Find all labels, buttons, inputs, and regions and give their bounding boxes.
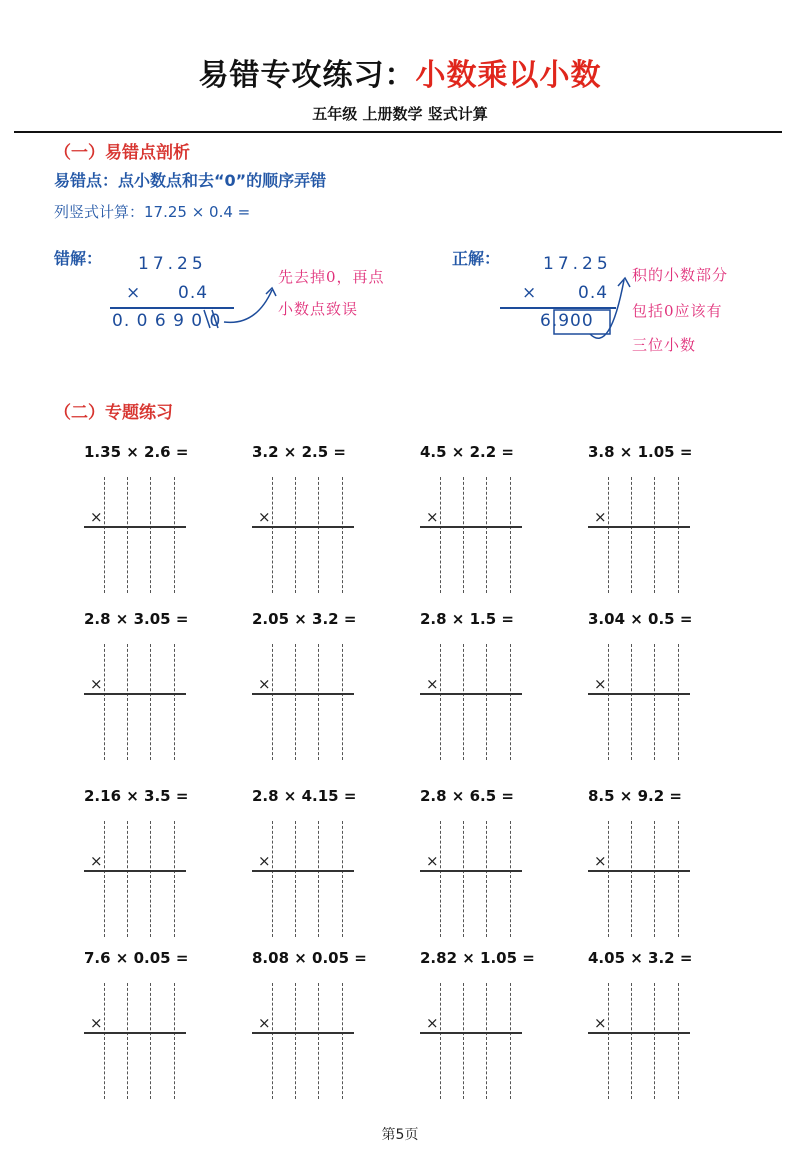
problem-expression: 4.05 × 3.2 =: [588, 949, 693, 967]
answer-line: [252, 1032, 354, 1034]
dashed-column-guide: [654, 983, 655, 1099]
dashed-column-guide: [608, 821, 609, 937]
problem-expression: 1.35 × 2.6 =: [84, 443, 189, 461]
answer-line: [420, 1032, 522, 1034]
problem-expression: 2.8 × 1.5 =: [420, 610, 514, 628]
wrong-label: 错解：: [54, 249, 103, 268]
practice-problem: [420, 443, 560, 593]
answer-line: [252, 870, 354, 872]
practice-problem: [420, 949, 560, 1099]
dashed-column-guide: [678, 477, 679, 593]
problem-expression: 2.8 × 4.15 =: [252, 787, 357, 805]
problem-expression: 2.16 × 3.5 =: [84, 787, 189, 805]
page-subtitle: 五年级 上册数学 竖式计算: [312, 105, 488, 123]
right-multiplier: 0.4: [578, 283, 609, 303]
wrong-multiplier: 0.4: [178, 283, 209, 303]
section2-heading: （二）专题练习: [54, 403, 173, 423]
dashed-column-guide: [440, 983, 441, 1099]
wrong-note-line1: 先去掉0，再点: [278, 268, 385, 286]
page-number: 第5页: [381, 1127, 419, 1143]
dashed-column-guide: [678, 644, 679, 760]
dashed-column-guide: [631, 644, 632, 760]
practice-problem: [420, 787, 560, 937]
practice-problem: [588, 610, 728, 760]
problem-expression: 2.05 × 3.2 =: [252, 610, 357, 628]
right-note-line2: 包括0应该有: [632, 302, 723, 320]
dashed-column-guide: [678, 821, 679, 937]
times-sign: ×: [258, 1014, 271, 1032]
practice-problem: [420, 610, 560, 760]
dashed-column-guide: [631, 477, 632, 593]
right-multiplicand: 17.25: [543, 254, 612, 274]
dashed-column-guide: [295, 644, 296, 760]
times-sign: ×: [594, 852, 607, 870]
times-sign: ×: [90, 675, 103, 693]
dashed-column-guide: [174, 983, 175, 1099]
problem-expression: 3.8 × 1.05 =: [588, 443, 693, 461]
dashed-column-guide: [631, 983, 632, 1099]
dashed-column-guide: [127, 821, 128, 937]
practice-problem: [252, 443, 392, 593]
practice-problem: [84, 443, 224, 593]
dashed-column-guide: [295, 477, 296, 593]
problem-expression: 3.2 × 2.5 =: [252, 443, 346, 461]
dashed-column-guide: [104, 983, 105, 1099]
dashed-column-guide: [440, 821, 441, 937]
right-label: 正解：: [452, 249, 501, 268]
dashed-column-guide: [104, 477, 105, 593]
header-divider: [14, 131, 782, 133]
answer-line: [588, 1032, 690, 1034]
wrong-times: ×: [126, 283, 145, 303]
section1-heading: （一）易错点剖析: [54, 143, 190, 163]
right-box-arrow: [550, 258, 640, 348]
wrong-result: 0. 0 6 9 0 0: [112, 311, 222, 331]
answer-line: [420, 870, 522, 872]
practice-problem: [252, 610, 392, 760]
times-sign: ×: [426, 1014, 439, 1032]
answer-line: [84, 1032, 186, 1034]
dashed-column-guide: [608, 477, 609, 593]
dashed-column-guide: [342, 821, 343, 937]
dashed-column-guide: [272, 644, 273, 760]
problem-expression: 4.5 × 2.2 =: [420, 443, 514, 461]
answer-line: [588, 693, 690, 695]
times-sign: ×: [258, 508, 271, 526]
times-sign: ×: [426, 852, 439, 870]
dashed-column-guide: [654, 821, 655, 937]
dashed-column-guide: [150, 644, 151, 760]
dashed-column-guide: [463, 644, 464, 760]
title-highlight: 小数乘以小数: [415, 58, 602, 93]
answer-line: [420, 526, 522, 528]
dashed-column-guide: [608, 644, 609, 760]
dashed-column-guide: [127, 983, 128, 1099]
dashed-column-guide: [654, 477, 655, 593]
dashed-column-guide: [486, 644, 487, 760]
dashed-column-guide: [150, 983, 151, 1099]
dashed-column-guide: [510, 477, 511, 593]
times-sign: ×: [594, 675, 607, 693]
problem-expression: 2.8 × 3.05 =: [84, 610, 189, 628]
dashed-column-guide: [318, 821, 319, 937]
dashed-column-guide: [463, 821, 464, 937]
title-prefix: 易错专攻练习：: [198, 58, 416, 93]
dashed-column-guide: [654, 644, 655, 760]
problem-expression: 3.04 × 0.5 =: [588, 610, 693, 628]
times-sign: ×: [426, 508, 439, 526]
dashed-column-guide: [127, 644, 128, 760]
dashed-column-guide: [104, 644, 105, 760]
dashed-column-guide: [463, 983, 464, 1099]
dashed-column-guide: [342, 983, 343, 1099]
error-point-text: 易错点：点小数点和去“0”的顺序弄错: [54, 171, 327, 190]
dashed-column-guide: [342, 477, 343, 593]
problem-expression: 8.5 × 9.2 =: [588, 787, 682, 805]
problem-expression: 2.8 × 6.5 =: [420, 787, 514, 805]
practice-problem: [588, 443, 728, 593]
times-sign: ×: [90, 1014, 103, 1032]
dashed-column-guide: [440, 644, 441, 760]
times-sign: ×: [90, 508, 103, 526]
dashed-column-guide: [510, 983, 511, 1099]
dashed-column-guide: [510, 644, 511, 760]
dashed-column-guide: [486, 983, 487, 1099]
dashed-column-guide: [272, 821, 273, 937]
dashed-column-guide: [631, 821, 632, 937]
answer-line: [588, 870, 690, 872]
right-times: ×: [522, 283, 541, 303]
dashed-column-guide: [104, 821, 105, 937]
practice-problem: [252, 949, 392, 1099]
dashed-column-guide: [318, 644, 319, 760]
times-sign: ×: [594, 508, 607, 526]
right-note-line3: 三位小数: [632, 336, 697, 354]
dashed-column-guide: [510, 821, 511, 937]
dashed-column-guide: [486, 477, 487, 593]
wrong-multiplicand: 17.25: [138, 254, 207, 274]
answer-line: [252, 526, 354, 528]
dashed-column-guide: [174, 477, 175, 593]
practice-problem: [252, 787, 392, 937]
practice-problem: [84, 787, 224, 937]
dashed-column-guide: [150, 821, 151, 937]
answer-line: [588, 526, 690, 528]
dashed-column-guide: [486, 821, 487, 937]
dashed-column-guide: [342, 644, 343, 760]
practice-problem: [588, 949, 728, 1099]
dashed-column-guide: [318, 477, 319, 593]
times-sign: ×: [594, 1014, 607, 1032]
times-sign: ×: [258, 852, 271, 870]
problem-expression: 8.08 × 0.05 =: [252, 949, 367, 967]
dashed-column-guide: [295, 821, 296, 937]
answer-line: [420, 693, 522, 695]
right-result: 6.900: [540, 311, 594, 331]
dashed-column-guide: [678, 983, 679, 1099]
right-note-line1: 积的小数部分: [632, 266, 729, 284]
dashed-column-guide: [440, 477, 441, 593]
practice-problem: [588, 787, 728, 937]
calc-task-text: 列竖式计算：17.25 × 0.4 =: [54, 203, 251, 221]
answer-line: [252, 693, 354, 695]
dashed-column-guide: [272, 983, 273, 1099]
times-sign: ×: [426, 675, 439, 693]
dashed-column-guide: [174, 644, 175, 760]
dashed-column-guide: [127, 477, 128, 593]
answer-line: [84, 870, 186, 872]
answer-line: [84, 526, 186, 528]
dashed-column-guide: [174, 821, 175, 937]
page-title: [0, 50, 800, 94]
times-sign: ×: [258, 675, 271, 693]
practice-problem: [84, 949, 224, 1099]
dashed-column-guide: [272, 477, 273, 593]
dashed-column-guide: [318, 983, 319, 1099]
dashed-column-guide: [295, 983, 296, 1099]
dashed-column-guide: [150, 477, 151, 593]
answer-line: [84, 693, 186, 695]
practice-problem: [84, 610, 224, 760]
problem-expression: 7.6 × 0.05 =: [84, 949, 189, 967]
dashed-column-guide: [608, 983, 609, 1099]
wrong-note-line2: 小数点致误: [278, 300, 359, 318]
wrong-strike-arrow: [196, 282, 286, 332]
dashed-column-guide: [463, 477, 464, 593]
times-sign: ×: [90, 852, 103, 870]
problem-expression: 2.82 × 1.05 =: [420, 949, 535, 967]
